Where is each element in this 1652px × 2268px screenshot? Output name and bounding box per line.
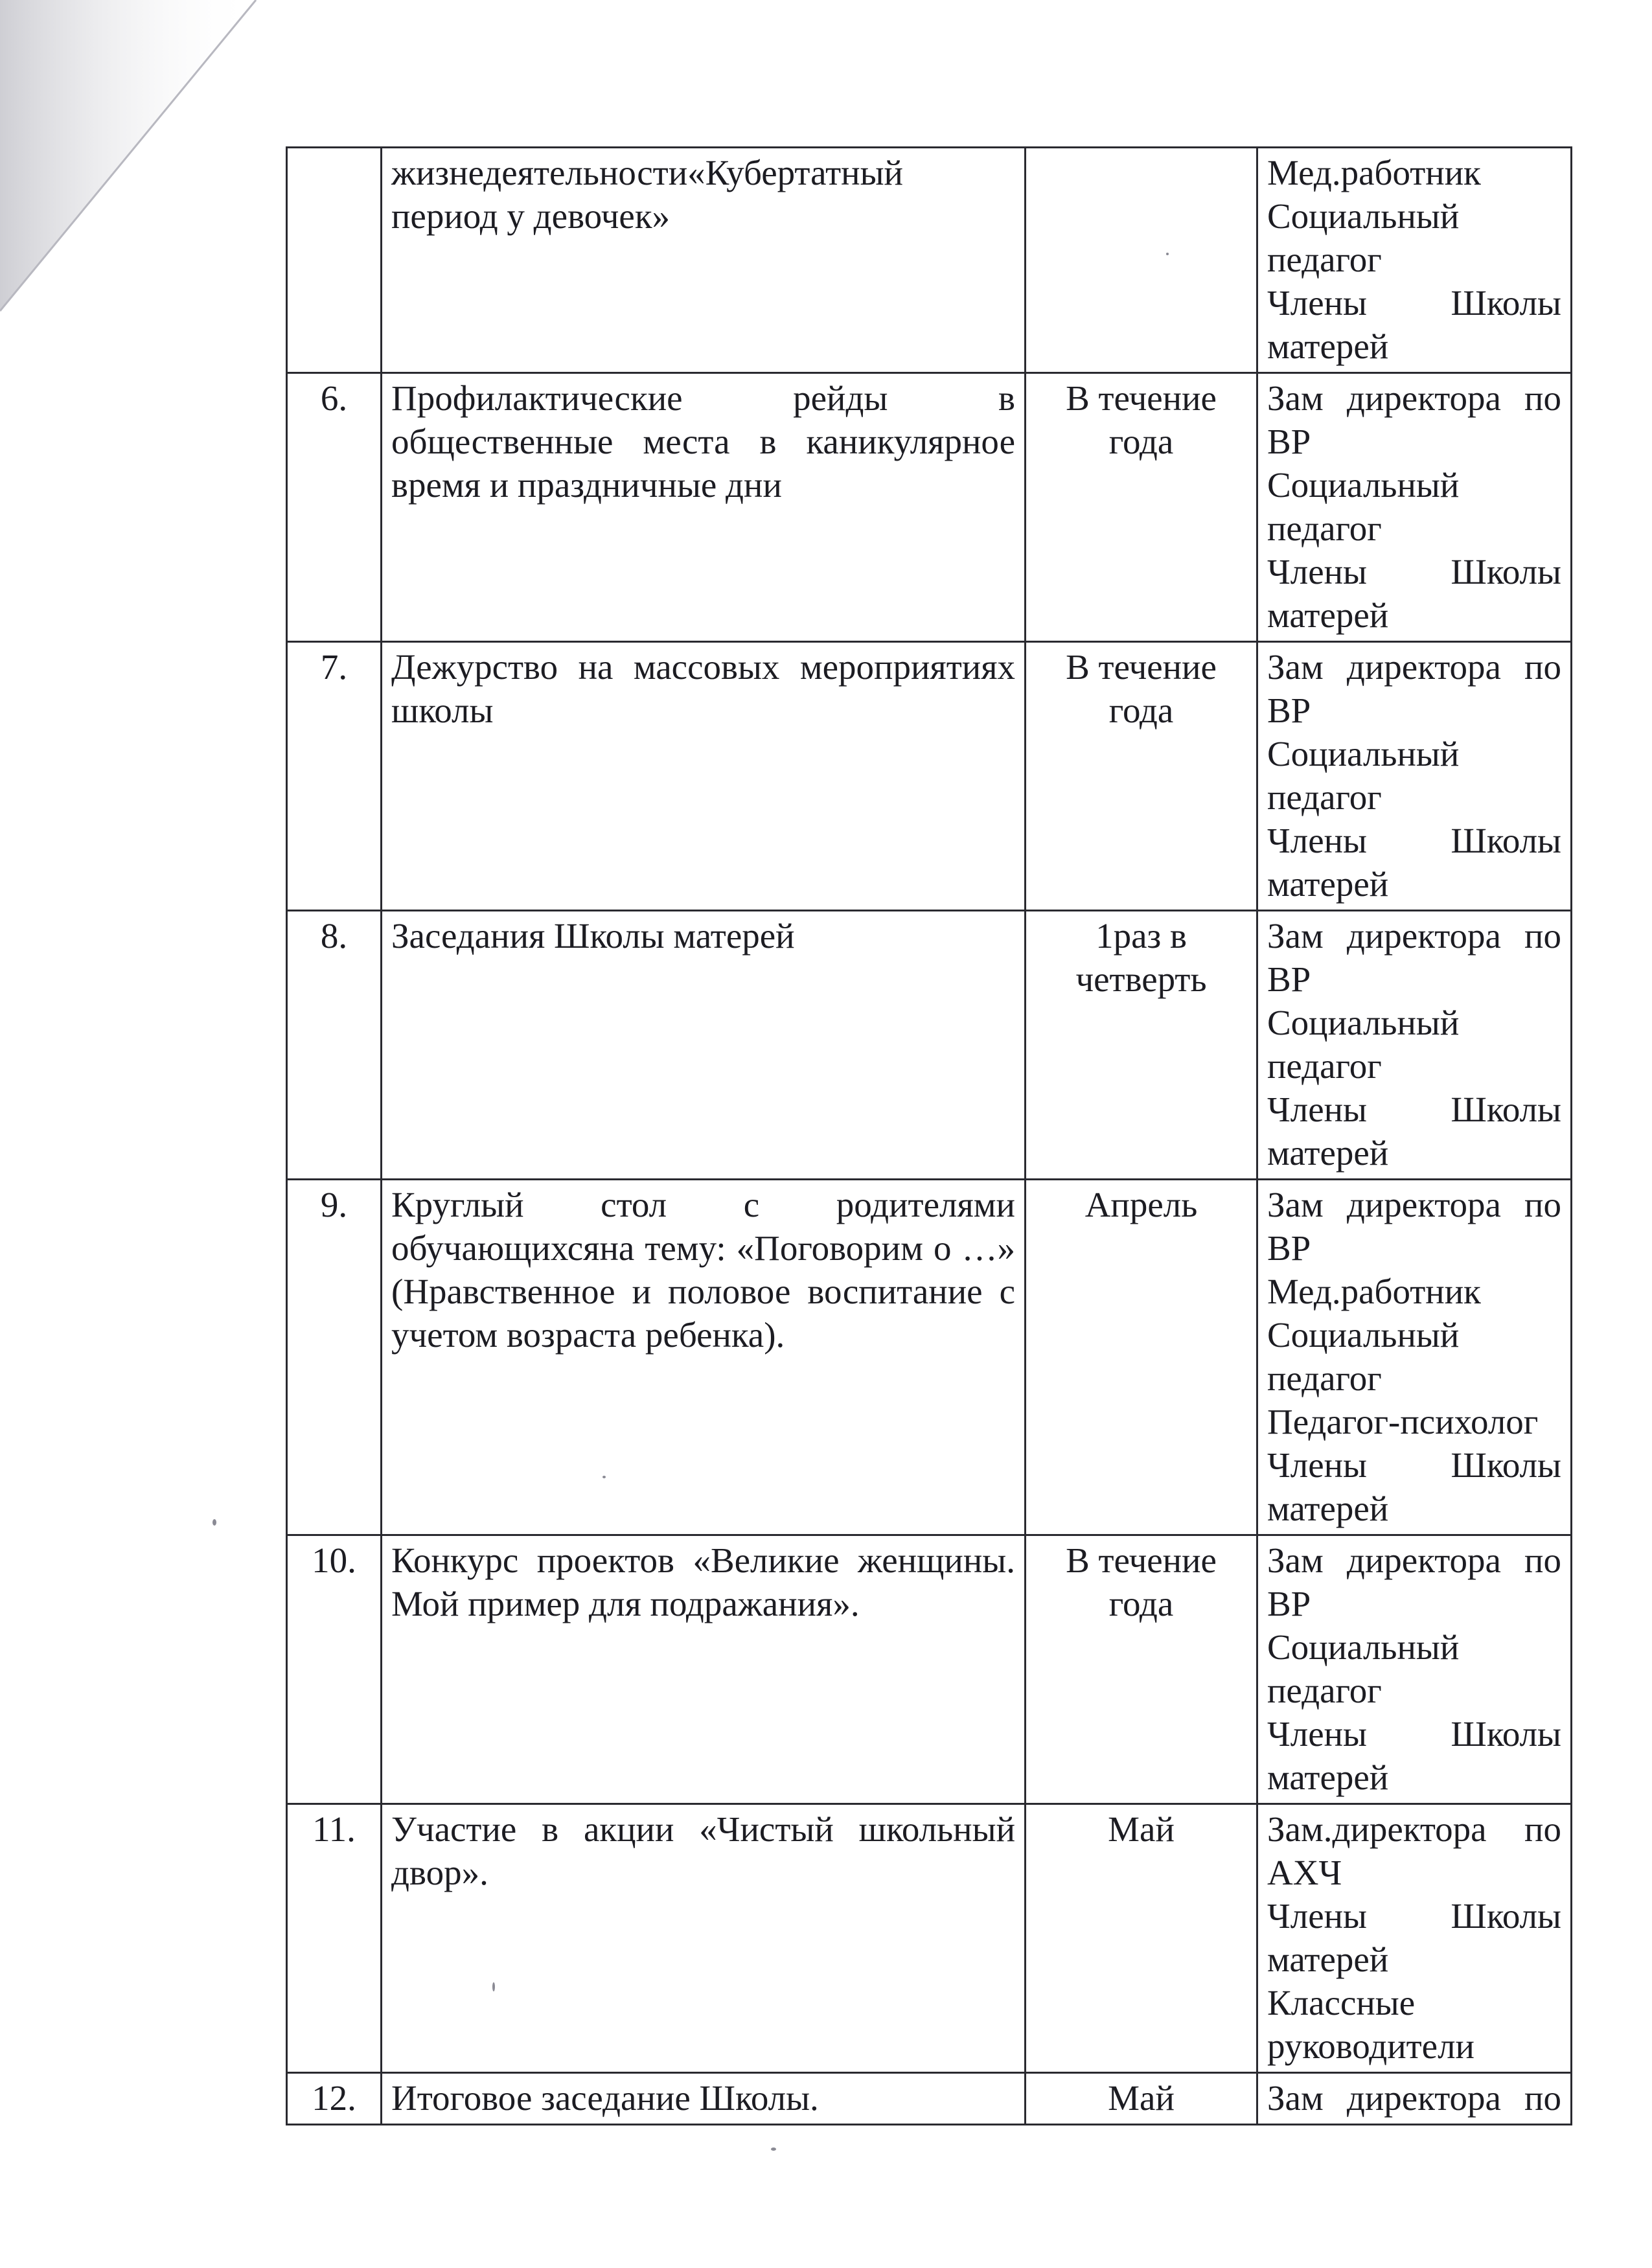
responsible-line: Члены Школы: [1267, 821, 1561, 860]
row-number: 7.: [287, 642, 382, 911]
responsible-line: Зам директора по: [1267, 916, 1561, 956]
responsible-line: Зам директора по: [1267, 2078, 1561, 2118]
responsible-line: ВР: [1267, 1584, 1311, 1623]
responsible-line: ВР: [1267, 1228, 1311, 1268]
table-row: [287, 2073, 1572, 2125]
activity-plan-body: [287, 148, 1572, 2125]
event-text: Профилактические рейды в общественные места в каникулярное время и праздничные дни: [391, 378, 1015, 505]
responsible-line: ВР: [1267, 422, 1311, 461]
responsible-line: Зам директора по: [1267, 1541, 1561, 1580]
event-description: [382, 642, 1026, 911]
responsible-line: Члены Школы: [1267, 1714, 1561, 1754]
table-row: [287, 1804, 1572, 2073]
responsible-line: матерей: [1267, 595, 1389, 635]
responsible-persons: [1257, 2073, 1572, 2125]
responsible-line: Социальный: [1267, 465, 1460, 505]
responsible-persons: [1257, 1180, 1572, 1535]
event-description: [382, 1535, 1026, 1804]
responsible-line: Члены Школы: [1267, 552, 1561, 591]
responsible-line: Зам директора по: [1267, 1185, 1561, 1224]
responsible-line: матерей: [1267, 326, 1389, 366]
event-text: Круглый стол с родителями обучающихсяна тему: «Поговорим о …» (Нравственное и половое воспитание с учетом возраста ребенка).: [391, 1185, 1015, 1355]
responsible-line: Педагог-психолог: [1267, 1402, 1539, 1441]
event-period: В течение года: [1026, 642, 1257, 911]
responsible-line: Члены Школы: [1267, 1896, 1561, 1936]
responsible-line: педагог: [1267, 1046, 1382, 1086]
event-description: [382, 1804, 1026, 2073]
responsible-line: Социальный: [1267, 734, 1460, 773]
responsible-line: педагог: [1267, 1358, 1382, 1398]
scan-speck: [1166, 253, 1169, 255]
row-number: 11.: [287, 1804, 382, 2073]
responsible-persons: [1257, 1804, 1572, 2073]
event-text: Итоговое заседание Школы.: [391, 2078, 819, 2118]
event-text: Участие в акции «Чистый школьный двор».: [391, 1809, 1015, 1892]
table-row: [287, 1180, 1572, 1535]
scan-speck: [771, 2148, 776, 2151]
event-text: жизнедеятельности«Кубертатный период у девочек»: [391, 153, 903, 236]
responsible-line: Мед.работник: [1267, 153, 1481, 192]
row-number: [287, 148, 382, 373]
responsible-persons: [1257, 1535, 1572, 1804]
event-text: Конкурс проектов «Великие женщины. Мой пример для подражания».: [391, 1541, 1015, 1623]
event-period: 1раз в четверть: [1026, 911, 1257, 1180]
row-number: 9.: [287, 1180, 382, 1535]
responsible-persons: [1257, 642, 1572, 911]
responsible-line: Члены Школы: [1267, 1090, 1561, 1129]
responsible-persons: [1257, 148, 1572, 373]
event-period: Май: [1026, 1804, 1257, 2073]
event-period: Апрель: [1026, 1180, 1257, 1535]
activity-plan-table: [286, 146, 1572, 2125]
scan-speck: [602, 1476, 606, 1478]
responsible-line: Члены Школы: [1267, 283, 1561, 323]
responsible-line: Зам директора по: [1267, 647, 1561, 687]
row-number: 10.: [287, 1535, 382, 1804]
scan-speck: [492, 1982, 495, 1991]
responsible-line: Социальный: [1267, 1315, 1460, 1355]
event-description: [382, 1180, 1026, 1535]
responsible-line: педагог: [1267, 1671, 1382, 1710]
responsible-line: Члены Школы: [1267, 1445, 1561, 1485]
responsible-line: руководители: [1267, 2026, 1474, 2066]
responsible-line: Социальный: [1267, 196, 1460, 236]
responsible-line: матерей: [1267, 1133, 1389, 1173]
event-period: В течение года: [1026, 1535, 1257, 1804]
responsible-line: педагог: [1267, 240, 1382, 279]
event-period: В течение года: [1026, 373, 1257, 642]
event-description: [382, 148, 1026, 373]
table-row: [287, 148, 1572, 373]
responsible-line: матерей: [1267, 1758, 1389, 1797]
responsible-line: педагог: [1267, 777, 1382, 817]
event-description: [382, 373, 1026, 642]
table-row: [287, 911, 1572, 1180]
table-row: [287, 1535, 1572, 1804]
responsible-line: Мед.работник: [1267, 1272, 1481, 1311]
table-row: [287, 642, 1572, 911]
row-number: 12.: [287, 2073, 382, 2125]
row-number: 6.: [287, 373, 382, 642]
scan-speck: [212, 1519, 216, 1526]
responsible-persons: [1257, 911, 1572, 1180]
responsible-line: ВР: [1267, 959, 1311, 999]
event-description: [382, 2073, 1026, 2125]
responsible-line: матерей: [1267, 1940, 1389, 1979]
responsible-line: матерей: [1267, 1489, 1389, 1528]
responsible-persons: [1257, 373, 1572, 642]
scan-edge-shadow: [0, 0, 272, 2268]
responsible-line: Зам директора по: [1267, 378, 1561, 418]
event-text: Дежурство на массовых мероприятиях школы: [391, 647, 1015, 730]
row-number: 8.: [287, 911, 382, 1180]
responsible-line: Социальный: [1267, 1627, 1460, 1667]
responsible-line: ВР: [1267, 691, 1311, 730]
event-text: Заседания Школы матерей: [391, 916, 795, 956]
responsible-line: АХЧ: [1267, 1853, 1342, 1892]
responsible-line: педагог: [1267, 509, 1382, 548]
table-row: [287, 373, 1572, 642]
responsible-line: Социальный: [1267, 1003, 1460, 1042]
event-description: [382, 911, 1026, 1180]
event-period: Май: [1026, 2073, 1257, 2125]
responsible-line: Зам.директора по: [1267, 1809, 1561, 1849]
responsible-line: Классные: [1267, 1983, 1416, 2022]
responsible-line: матерей: [1267, 864, 1389, 904]
event-period: [1026, 148, 1257, 373]
